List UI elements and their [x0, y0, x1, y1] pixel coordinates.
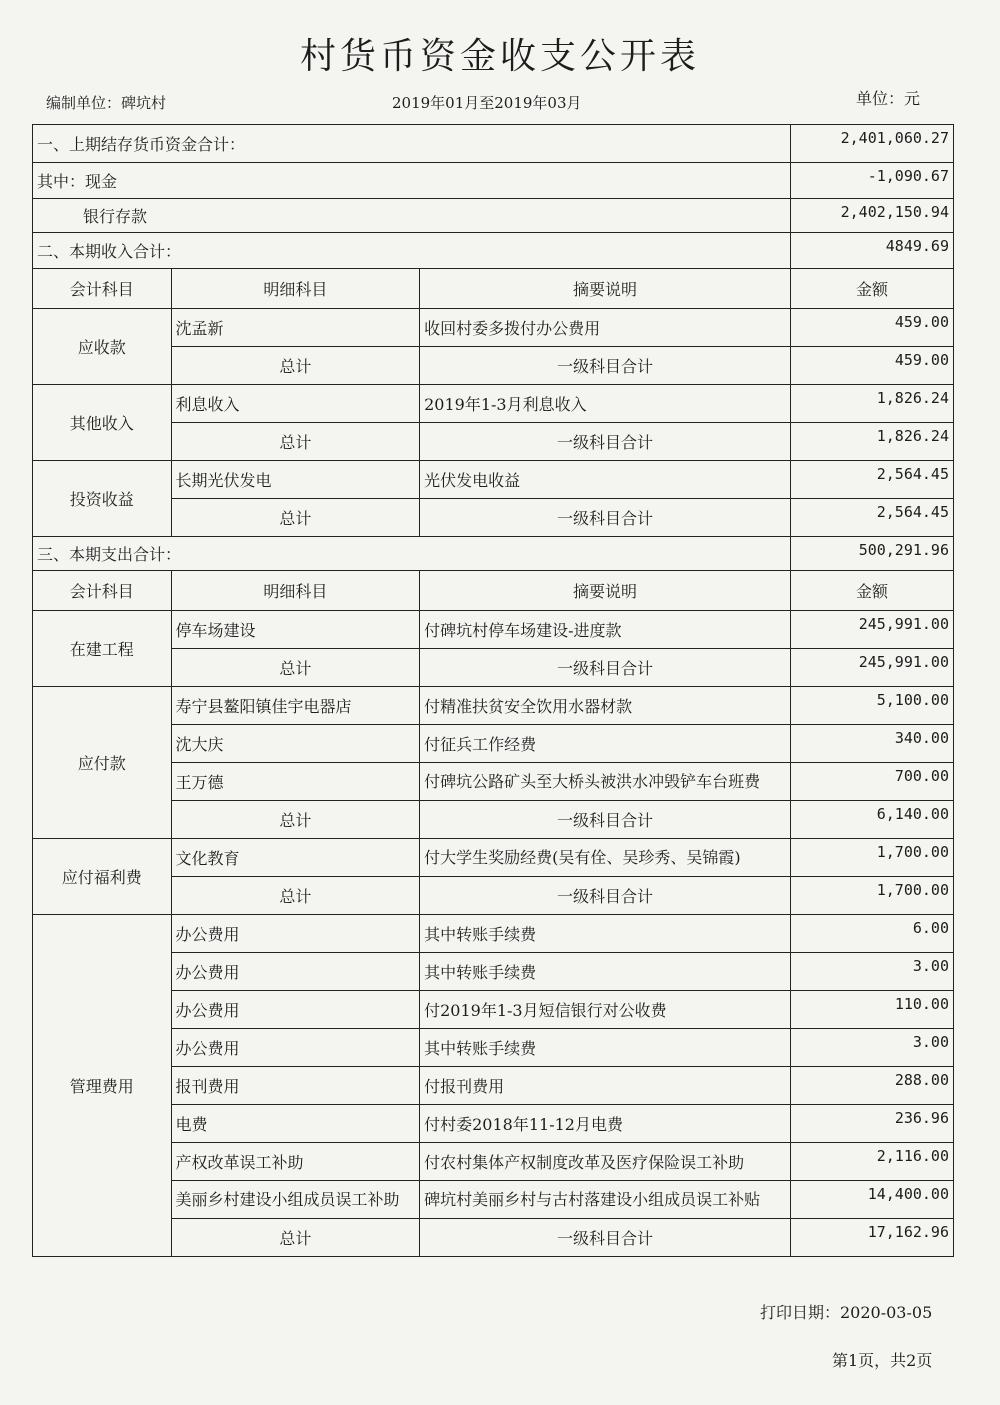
page-number: 第1页，共2页	[832, 1351, 933, 1370]
subtotal-amount: 6,140.00	[790, 801, 953, 839]
detail-item: 利息收入	[171, 385, 420, 423]
description: 付征兵工作经费	[420, 725, 791, 763]
amount: 288.00	[790, 1067, 953, 1105]
description: 其中转账手续费	[420, 953, 791, 991]
description: 其中转账手续费	[420, 915, 791, 953]
amount: 1,826.24	[790, 385, 953, 423]
description: 付碑坑村停车场建设-进度款	[420, 611, 791, 649]
cash-row	[33, 163, 954, 199]
expense-total-row-amount: 500,291.96	[790, 537, 953, 571]
description: 2019年1-3月利息收入	[420, 385, 791, 423]
detail-item: 长期光伏发电	[171, 461, 420, 499]
description: 付村委2018年11-12月电费	[420, 1105, 791, 1143]
income-total-amount: 4849.69	[790, 233, 953, 269]
table-row	[33, 461, 954, 499]
expense-total-row-label: 三、本期支出合计：	[33, 537, 791, 571]
subtotal-row	[33, 1219, 954, 1257]
cash-label: 其中：现金	[33, 163, 791, 199]
subtotal-label: 总计	[171, 347, 420, 385]
subtotal-label: 总计	[171, 499, 420, 537]
amount: 340.00	[790, 725, 953, 763]
description: 付报刊费用	[420, 1067, 791, 1105]
amount: 110.00	[790, 991, 953, 1029]
table-row	[33, 1143, 954, 1181]
detail-item: 王万德	[171, 763, 420, 801]
detail-item: 产权改革误工补助	[171, 1143, 420, 1181]
subtotal-row	[33, 499, 954, 537]
amount: 14,400.00	[790, 1181, 953, 1219]
table-row	[33, 1105, 954, 1143]
account-title: 应收款	[33, 309, 172, 385]
detail-item: 办公费用	[171, 991, 420, 1029]
fund-table	[32, 124, 954, 1257]
amount: 3.00	[790, 953, 953, 991]
description: 其中转账手续费	[420, 1029, 791, 1067]
bank-amount: 2,402,150.94	[790, 199, 953, 233]
amount: 3.00	[790, 1029, 953, 1067]
table-row	[33, 1181, 954, 1219]
detail-item: 文化教育	[171, 839, 420, 877]
print-date: 打印日期：2020-03-05	[760, 1303, 933, 1322]
prev-balance-amount: 2,401,060.27	[790, 125, 953, 163]
subtotal-desc: 一级科目合计	[420, 877, 791, 915]
subtotal-desc: 一级科目合计	[420, 347, 791, 385]
column-header-amount: 金额	[790, 571, 953, 611]
column-header-account: 会计科目	[33, 269, 172, 309]
table-row	[33, 309, 954, 347]
subtotal-label: 总计	[171, 801, 420, 839]
currency-unit: 单位：元	[856, 89, 921, 108]
account-title: 其他收入	[33, 385, 172, 461]
description: 光伏发电收益	[420, 461, 791, 499]
column-header-detail: 明细科目	[171, 571, 420, 611]
subtotal-row	[33, 347, 954, 385]
subtotal-desc: 一级科目合计	[420, 1219, 791, 1257]
amount: 245,991.00	[790, 611, 953, 649]
column-header-detail: 明细科目	[171, 269, 420, 309]
column-header-row	[33, 269, 954, 309]
detail-item: 办公费用	[171, 953, 420, 991]
column-header-account: 会计科目	[33, 571, 172, 611]
prev-balance-label: 一、上期结存货币资金合计：	[33, 125, 791, 163]
subtotal-label: 总计	[171, 649, 420, 687]
bank-label: 银行存款	[33, 199, 791, 233]
prev-balance-row	[33, 125, 954, 163]
amount: 1,700.00	[790, 839, 953, 877]
subtotal-amount: 1,700.00	[790, 877, 953, 915]
subtotal-row	[33, 877, 954, 915]
detail-item: 办公费用	[171, 915, 420, 953]
column-header-amount: 金额	[790, 269, 953, 309]
account-title: 应付福利费	[33, 839, 172, 915]
column-header-desc: 摘要说明	[420, 269, 791, 309]
table-row	[33, 953, 954, 991]
subtotal-desc: 一级科目合计	[420, 499, 791, 537]
table-row	[33, 687, 954, 725]
detail-item: 沈孟新	[171, 309, 420, 347]
table-row	[33, 385, 954, 423]
table-row	[33, 991, 954, 1029]
detail-item: 报刊费用	[171, 1067, 420, 1105]
income-total-row	[33, 233, 954, 269]
description: 付碑坑公路矿头至大桥头被洪水冲毁铲车台班费	[420, 763, 791, 801]
description: 付精准扶贫安全饮用水器材款	[420, 687, 791, 725]
subtotal-label: 总计	[171, 1219, 420, 1257]
column-header-desc: 摘要说明	[420, 571, 791, 611]
detail-item: 办公费用	[171, 1029, 420, 1067]
amount: 236.96	[790, 1105, 953, 1143]
subtotal-amount: 1,826.24	[790, 423, 953, 461]
subtotal-amount: 245,991.00	[790, 649, 953, 687]
bank-row	[33, 199, 954, 233]
description: 付农村集体产权制度改革及医疗保险误工补助	[420, 1143, 791, 1181]
account-title: 投资收益	[33, 461, 172, 537]
subtotal-row	[33, 801, 954, 839]
detail-item: 寿宁县鳌阳镇佳宇电器店	[171, 687, 420, 725]
description: 碑坑村美丽乡村与古村落建设小组成员误工补贴	[420, 1181, 791, 1219]
description: 收回村委多拨付办公费用	[420, 309, 791, 347]
subtotal-desc: 一级科目合计	[420, 801, 791, 839]
amount: 459.00	[790, 309, 953, 347]
page-title: 村货币资金收支公开表	[299, 36, 700, 77]
table-row	[33, 1029, 954, 1067]
detail-item: 停车场建设	[171, 611, 420, 649]
account-title: 管理费用	[33, 915, 172, 1257]
subtotal-amount: 2,564.45	[790, 499, 953, 537]
table-row	[33, 611, 954, 649]
column-header-row	[33, 571, 954, 611]
table-row	[33, 839, 954, 877]
subtotal-desc: 一级科目合计	[420, 649, 791, 687]
detail-item: 电费	[171, 1105, 420, 1143]
description: 付大学生奖励经费(吴有佺、吴珍秀、吴锦霞)	[420, 839, 791, 877]
table-row	[33, 915, 954, 953]
subtotal-label: 总计	[171, 423, 420, 461]
table-row	[33, 725, 954, 763]
income-total-label: 二、本期收入合计：	[33, 233, 791, 269]
subtotal-amount: 17,162.96	[790, 1219, 953, 1257]
subtotal-row	[33, 649, 954, 687]
amount: 6.00	[790, 915, 953, 953]
amount: 2,564.45	[790, 461, 953, 499]
report-period: 2019年01月至2019年03月	[392, 94, 582, 112]
subtotal-desc: 一级科目合计	[420, 423, 791, 461]
detail-item: 美丽乡村建设小组成员误工补助	[171, 1181, 420, 1219]
detail-item: 沈大庆	[171, 725, 420, 763]
table-row	[33, 763, 954, 801]
subtotal-label: 总计	[171, 877, 420, 915]
amount: 700.00	[790, 763, 953, 801]
subtotal-amount: 459.00	[790, 347, 953, 385]
amount: 5,100.00	[790, 687, 953, 725]
compiling-unit: 编制单位：碑坑村	[46, 94, 167, 112]
amount: 2,116.00	[790, 1143, 953, 1181]
expense-total-row	[33, 537, 954, 571]
account-title: 应付款	[33, 687, 172, 839]
cash-amount: -1,090.67	[790, 163, 953, 199]
description: 付2019年1-3月短信银行对公收费	[420, 991, 791, 1029]
table-row	[33, 1067, 954, 1105]
account-title: 在建工程	[33, 611, 172, 687]
subtotal-row	[33, 423, 954, 461]
